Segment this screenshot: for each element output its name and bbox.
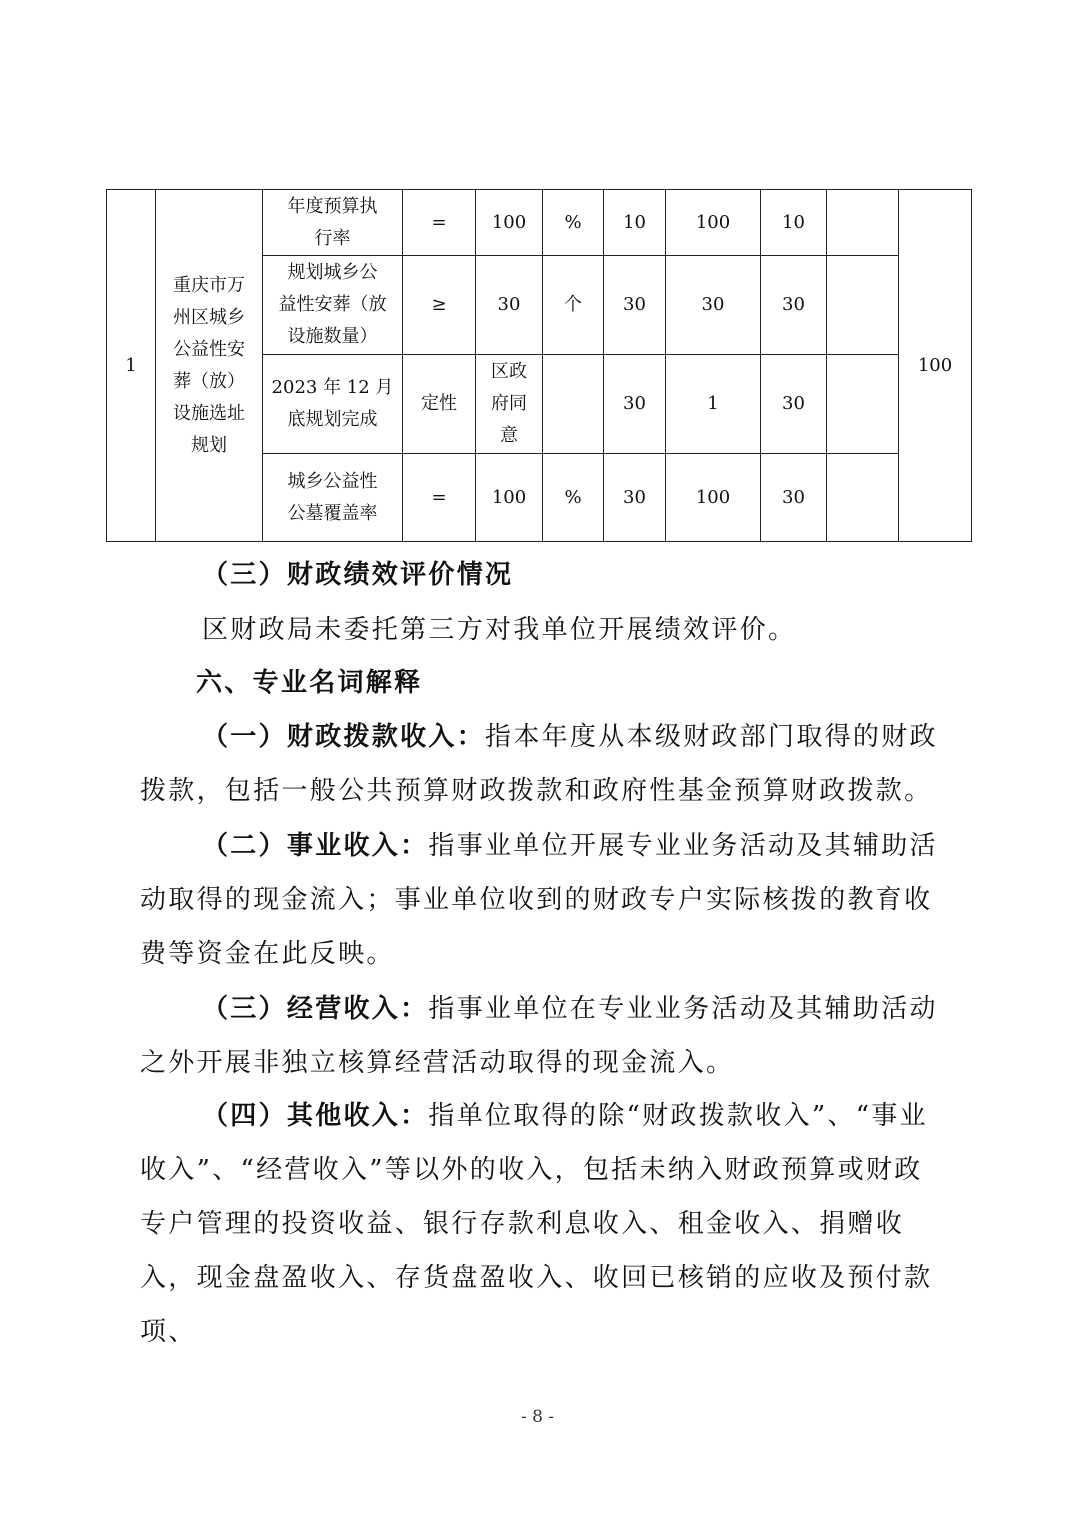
operator-cell: ≥	[403, 256, 476, 355]
actual-cell: 100	[666, 190, 761, 256]
weight-cell: 10	[604, 190, 666, 256]
operator-cell: =	[403, 190, 476, 256]
term-paragraph: （二）事业收入：指事业单位开展专业业务活动及其辅助活动取得的现金流入；事业单位收到的财政专户实际核拨的教育收费等资金在此反映。	[140, 831, 938, 969]
page-number: - 8 -	[520, 1407, 555, 1427]
operator-cell: =	[403, 454, 476, 542]
target-cell: 100	[476, 190, 543, 256]
indicator-cell: 城乡公益性 公墓覆盖率	[263, 454, 403, 542]
term-paragraph: （一）财政拨款收入：指本年度从本级财政部门取得的财政拨款，包括一般公共预算财政拨款和政府性基金预算财政拨款。	[140, 722, 938, 806]
actual-cell: 100	[666, 454, 761, 542]
note-cell	[827, 190, 899, 256]
indicator-cell: 年度预算执 行率	[263, 190, 403, 256]
score-cell: 30	[761, 454, 827, 542]
eval-heading: （三）财政绩效评价情况	[202, 560, 514, 590]
indicator-cell: 规划城乡公 益性安葬（放 设施数量）	[263, 256, 403, 355]
score-cell: 10	[761, 190, 827, 256]
table-row	[107, 190, 972, 256]
actual-cell: 30	[666, 256, 761, 355]
note-cell	[827, 454, 899, 542]
target-cell: 区政 府同 意	[476, 355, 543, 454]
term-paragraph: （四）其他收入：指单位取得的除“财政拨款收入”、“事业收入”、“经营收入”等以外的收入，包括未纳入财政预算或财政专户管理的投资收益、银行存款利息收入、租金收入、捐赠收入，现金盘盈收入、存货盘盈收入、收回已核销的应收及预付款项、	[140, 1101, 933, 1347]
operator-cell: 定性	[403, 355, 476, 454]
performance-table	[106, 189, 972, 542]
unit-cell: 个	[543, 256, 604, 355]
term-paragraph: （三）经营收入：指事业单位在专业业务活动及其辅助活动之外开展非独立核算经营活动取得的现金流入。	[140, 994, 938, 1078]
unit-cell: %	[543, 190, 604, 256]
target-cell: 30	[476, 256, 543, 355]
note-cell	[827, 355, 899, 454]
eval-text: 区财政局未委托第三方对我单位开展绩效评价。	[202, 615, 797, 645]
project-name: 重庆市万 州区城乡 公益性安 葬（放） 设施选址 规划	[156, 190, 263, 542]
target-cell: 100	[476, 454, 543, 542]
weight-cell: 30	[604, 355, 666, 454]
total-score: 100	[899, 190, 972, 542]
unit-cell: %	[543, 454, 604, 542]
weight-cell: 30	[604, 454, 666, 542]
weight-cell: 30	[604, 256, 666, 355]
unit-cell	[543, 355, 604, 454]
terms-heading: 六、专业名词解释	[196, 668, 423, 698]
score-cell: 30	[761, 256, 827, 355]
row-index: 1	[107, 190, 156, 542]
actual-cell: 1	[666, 355, 761, 454]
indicator-cell: 2023 年 12 月 底规划完成	[263, 355, 403, 454]
note-cell	[827, 256, 899, 355]
score-cell: 30	[761, 355, 827, 454]
